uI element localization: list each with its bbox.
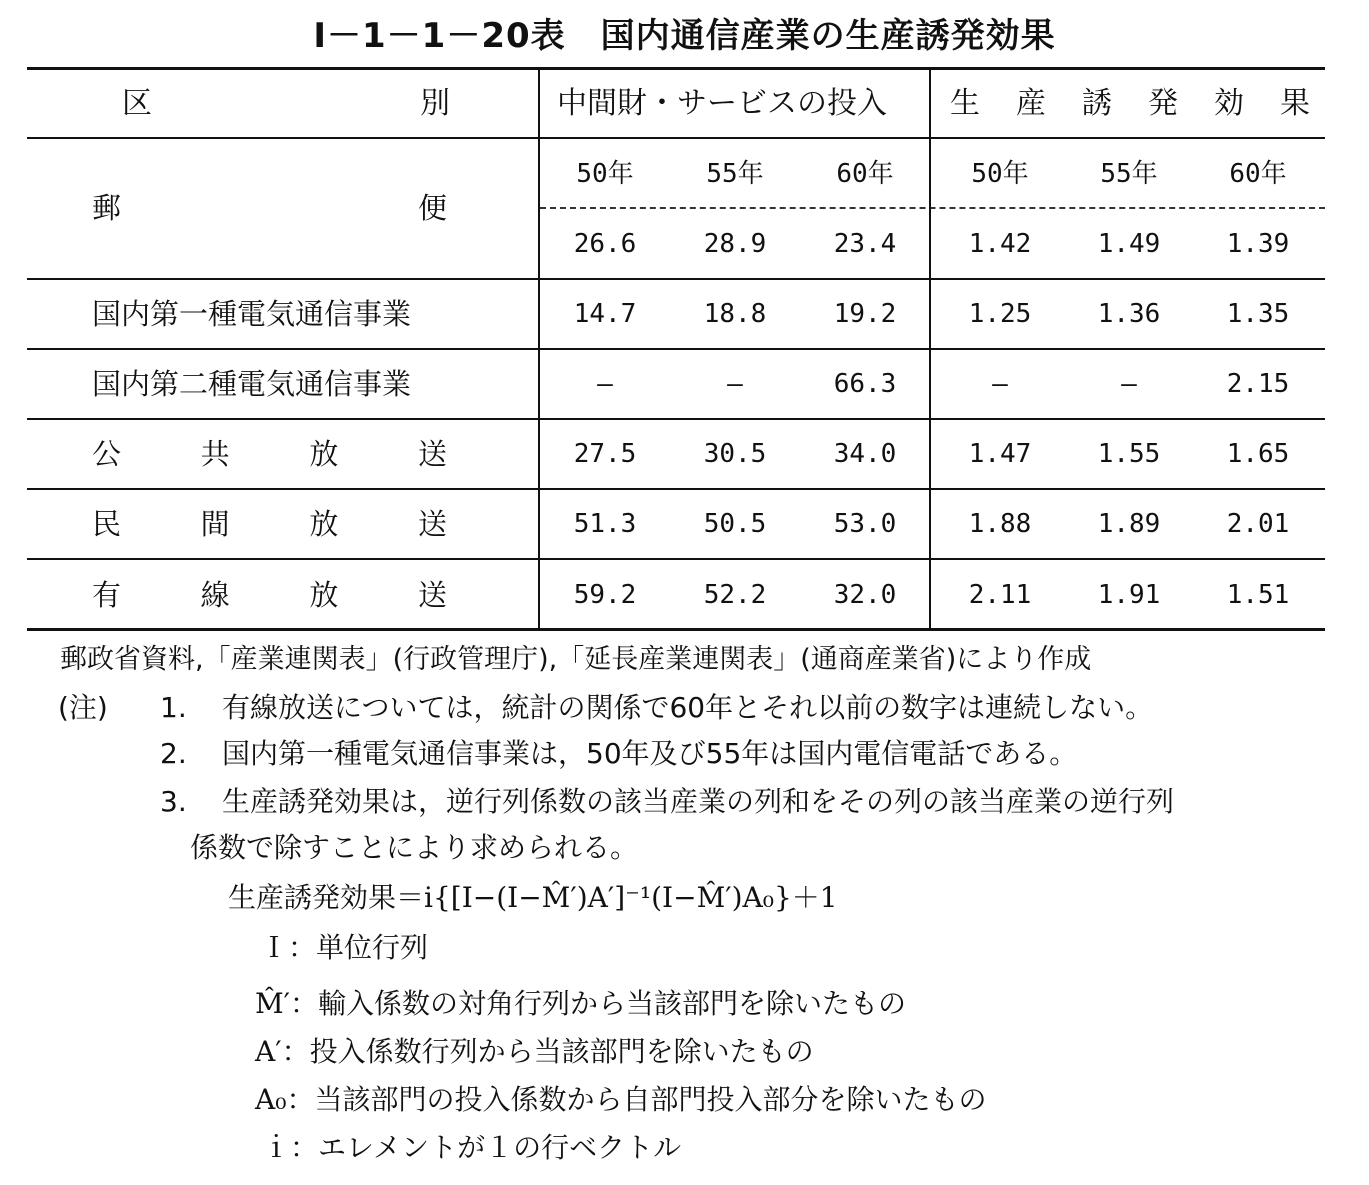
value-cell: 19.2 <box>833 299 897 329</box>
note-text: 国内第一種電気通信事業は，50年及び55年は国内電信電話である。 <box>222 737 1078 770</box>
row-rule <box>27 348 1325 350</box>
row-rule <box>27 418 1325 420</box>
note-number: 1. <box>160 691 187 724</box>
value-cell: 32.0 <box>833 580 897 610</box>
value-cell: 2.01 <box>1226 509 1290 539</box>
table-top-rule <box>27 67 1325 70</box>
value-cell: 2.11 <box>968 580 1032 610</box>
value-cell: — <box>1121 369 1137 399</box>
row-label: 民 間 放 送 <box>92 507 447 541</box>
row-label: 国内第一種電気通信事業 <box>92 297 412 331</box>
value-cell: 2.15 <box>1226 369 1290 399</box>
value-cell: 50.5 <box>703 509 767 539</box>
value-cell: 1.91 <box>1097 580 1161 610</box>
value-cell: 53.0 <box>833 509 897 539</box>
value-cell: 23.4 <box>833 229 897 259</box>
definition-item: A₀：当該部門の投入係数から自部門投入部分を除いたもの <box>255 1083 987 1116</box>
value-cell: 66.3 <box>833 369 897 399</box>
value-cell: 1.42 <box>968 229 1032 259</box>
row-label: 公 共 放 送 <box>92 437 447 471</box>
value-cell: 1.25 <box>968 299 1032 329</box>
table-title: Ⅰ－1－1－20表 国内通信産業の生産誘発効果 <box>313 16 1056 56</box>
value-cell: 1.49 <box>1097 229 1161 259</box>
notes-prefix: (注) <box>58 691 108 724</box>
definition-item: A′：投入係数行列から当該部門を除いたもの <box>255 1035 814 1068</box>
value-cell: 52.2 <box>703 580 767 610</box>
column-divider <box>929 67 931 631</box>
definition-item: M̂′：輸入係数の対角行列から当該部門を除いたもの <box>255 987 907 1020</box>
note-number: 2. <box>160 737 187 770</box>
value-cell: — <box>727 369 743 399</box>
year-cell: 60年 <box>1229 159 1287 189</box>
row-rule <box>27 278 1325 280</box>
row-rule <box>27 558 1325 560</box>
row-label: 有 線 放 送 <box>92 578 447 612</box>
year-cell: 50年 <box>971 159 1029 189</box>
value-cell: 18.8 <box>703 299 767 329</box>
header-input: 中間財・サービスの投入 <box>557 86 887 121</box>
value-cell: 28.9 <box>703 229 767 259</box>
value-cell: 1.65 <box>1226 439 1290 469</box>
value-cell: 1.51 <box>1226 580 1290 610</box>
value-cell: 26.6 <box>573 229 637 259</box>
value-cell: 1.88 <box>968 509 1032 539</box>
value-cell: — <box>992 369 1008 399</box>
note-number: 3. <box>160 785 187 818</box>
value-cell: 30.5 <box>703 439 767 469</box>
value-cell: 27.5 <box>573 439 637 469</box>
value-cell: 51.3 <box>573 509 637 539</box>
note-text: 生産誘発効果は，逆行列係数の該当産業の列和をその列の該当産業の逆行列 <box>222 785 1175 818</box>
definition-item: ｉ：エレメントが１の行ベクトル <box>262 1131 682 1164</box>
year-cell: 55年 <box>1100 159 1158 189</box>
value-cell: — <box>597 369 613 399</box>
note-text-continued: 係数で除すことにより求められる。 <box>190 831 639 864</box>
value-cell: 59.2 <box>573 580 637 610</box>
header-category: 区 別 <box>122 86 450 121</box>
column-divider <box>538 67 540 631</box>
note-text: 有線放送については，統計の関係で60年とそれ以前の数字は連続しない。 <box>222 691 1154 724</box>
value-cell: 14.7 <box>573 299 637 329</box>
year-cell: 60年 <box>836 159 894 189</box>
value-cell: 34.0 <box>833 439 897 469</box>
table-bottom-rule <box>27 628 1325 631</box>
value-cell: 1.36 <box>1097 299 1161 329</box>
row-label: 国内第二種電気通信事業 <box>92 367 412 401</box>
definition-item: Ｉ：単位行列 <box>260 931 429 964</box>
year-row-dash <box>540 207 1325 209</box>
header-effect: 生 産 誘 発 効 果 <box>950 86 1310 121</box>
row-rule <box>27 488 1325 490</box>
value-cell: 1.35 <box>1226 299 1290 329</box>
row-label-postal: 郵 便 <box>92 191 447 225</box>
formula: 生産誘発効果＝i{[I−(I−M̂′)A′]⁻¹(I−M̂′)A₀}＋1 <box>228 881 838 914</box>
year-cell: 50年 <box>576 159 634 189</box>
value-cell: 1.55 <box>1097 439 1161 469</box>
value-cell: 1.39 <box>1226 229 1290 259</box>
header-bottom-rule <box>27 137 1325 139</box>
year-cell: 55年 <box>706 159 764 189</box>
source-line: 郵政省資料,「産業連関表」(行政管理庁),「延長産業連関表」(通商産業省)により作成 <box>60 644 1092 675</box>
value-cell: 1.47 <box>968 439 1032 469</box>
value-cell: 1.89 <box>1097 509 1161 539</box>
